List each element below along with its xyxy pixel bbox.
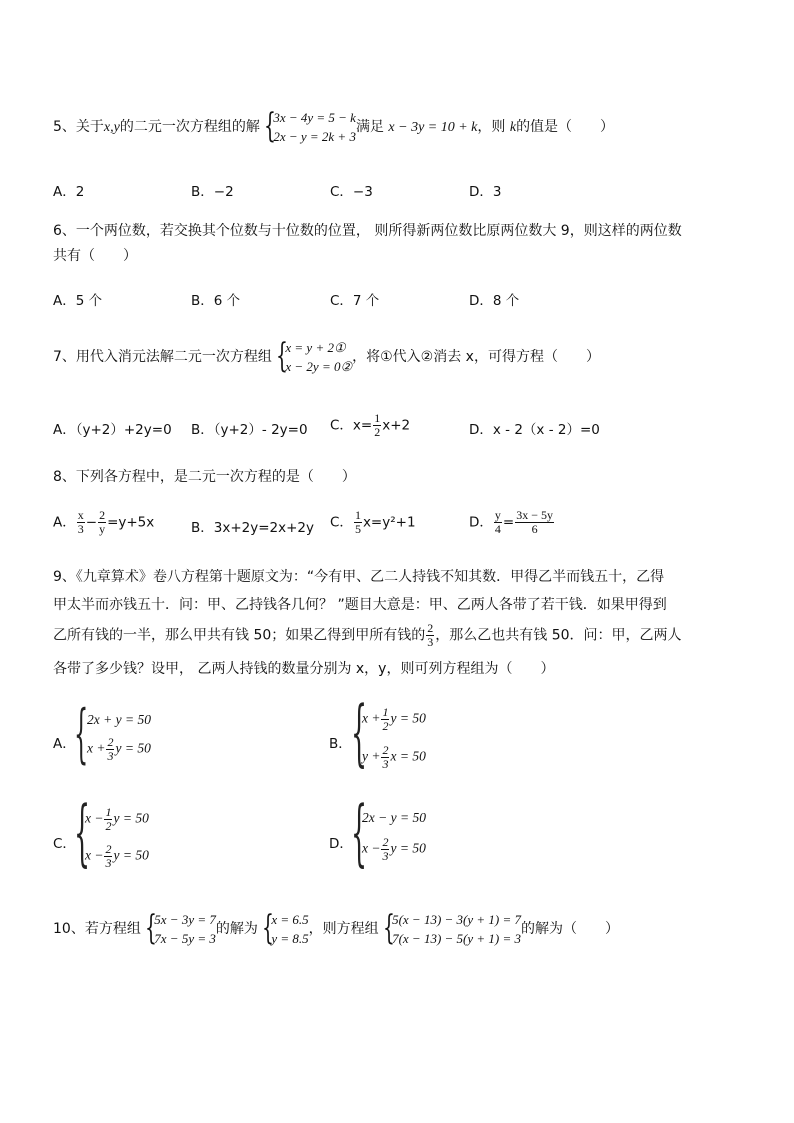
- q9-line-1: 9、《九章算术》卷八方程第十题原文为：“今有甲、乙二人持钱不知其数．甲得乙半而钱五十，乙得: [53, 569, 665, 585]
- brace-icon: {: [351, 690, 368, 774]
- q10-system-3: [383, 910, 521, 948]
- q8-opta-label: A．: [53, 514, 76, 531]
- q8-optc-num: 1: [354, 508, 361, 522]
- q6-option-b[interactable]: B．6 个: [191, 293, 241, 309]
- brace-icon: {: [383, 908, 395, 948]
- q8-opta-f2-num: 2: [99, 508, 106, 522]
- q8-text: 8、下列各方程中，是二元一次方程的是（ ）: [53, 469, 356, 485]
- q7-prefix: 7、用代入消元法解二元一次方程组: [53, 349, 272, 365]
- q9-c-eq1-pre: x −: [85, 810, 104, 826]
- q7-option-c[interactable]: [330, 412, 410, 439]
- q9-option-a-label[interactable]: A．: [53, 736, 76, 752]
- q9-option-d-label[interactable]: D．: [329, 836, 353, 852]
- q8-opta-minus: −: [85, 514, 98, 531]
- q9-b-eq2: [362, 744, 426, 771]
- q9-c-eq1-post: y = 50: [113, 810, 149, 826]
- q10-s2-eq2: y = 8.5: [271, 931, 309, 946]
- q8-opta-f1-den: 3: [77, 522, 84, 536]
- q8-optc-den: 5: [354, 522, 361, 536]
- q5-eq1: 3x − 4y = 5 − k: [273, 110, 356, 125]
- q9-line-4: 各带了多少钱？设甲， 乙两人持钱的数量分别为 x，y，则可列方程组为（ ）: [53, 661, 555, 677]
- q10-s1-eq1: 5x − 3y = 7: [154, 912, 216, 927]
- q8-optd-f2-num: 3x − 5y: [516, 508, 553, 522]
- q7-eq1: x = y + 2①: [285, 340, 346, 355]
- q9-option-b-label[interactable]: B．: [329, 736, 352, 752]
- q9-c-eq2-pre: x −: [85, 847, 104, 863]
- q6-option-a[interactable]: A．5 个: [53, 293, 103, 309]
- q9-d-eq2-num: 2: [382, 835, 389, 849]
- q9-b-eq1-num: 1: [382, 705, 389, 719]
- q10-s3-eq2: 7(x − 13) − 5(y + 1) = 3: [392, 931, 522, 946]
- q9-a-eq1: 2x + y = 50: [87, 712, 151, 727]
- q9-a-eq2: [87, 736, 151, 763]
- question-10: [53, 910, 619, 948]
- q7-equation-system: [276, 338, 352, 376]
- q8-optd-f2-den: 6: [531, 522, 538, 536]
- q8-opta-f2-den: y: [99, 522, 106, 536]
- q5-option-d[interactable]: D．3: [469, 184, 502, 200]
- q9-c-eq1-num: 1: [105, 805, 112, 819]
- q10-s1-eq2: 7x − 5y = 3: [154, 931, 216, 946]
- q10-mid1: 的解为: [215, 921, 258, 937]
- q6-line-2: 共有（ ）: [53, 248, 137, 264]
- q8-option-b[interactable]: B．3x+2y=2x+2y: [191, 520, 315, 536]
- q6-option-c[interactable]: C．7 个: [330, 293, 380, 309]
- q8-optd-equals: =: [502, 514, 515, 531]
- q5-cond-pre: 满足: [355, 119, 384, 135]
- q9-c-eq2: [85, 843, 149, 870]
- q9-b-eq1-post: y = 50: [390, 710, 426, 726]
- q7-eq2: x − 2y = 0②: [285, 359, 353, 374]
- q9-b-eq2-den: 3: [382, 757, 389, 771]
- q8-opta-post: =y+5x: [107, 514, 155, 531]
- q10-s2-eq1: x = 6.5: [271, 912, 309, 927]
- q9-d-eq2-post: y = 50: [390, 840, 426, 856]
- q9-line3-num: 2: [427, 621, 434, 635]
- q5-prefix: 5、关于: [53, 119, 104, 135]
- q9-d-eq1: 2x − y = 50: [362, 810, 426, 825]
- q5-condition: x − 3y = 10 + k: [388, 120, 478, 135]
- q9-b-eq1: [362, 706, 426, 733]
- brace-icon: {: [351, 790, 368, 874]
- q7-optc-den: 2: [374, 425, 381, 439]
- q10-system-2: [262, 910, 308, 948]
- q8-optd-f1-den: 4: [494, 522, 501, 536]
- q9-b-eq2-pre: y +: [362, 748, 381, 764]
- q10-prefix: 10、若方程组: [53, 921, 141, 937]
- q9-line-3: [53, 622, 682, 649]
- q9-b-eq2-post: x = 50: [390, 748, 426, 764]
- q9-c-eq2-num: 2: [105, 842, 112, 856]
- q8-optd-label: D．: [469, 514, 493, 531]
- question-7: [53, 338, 600, 376]
- q8-optc-label: C．: [330, 514, 353, 531]
- q5-vars: x,y: [103, 120, 120, 135]
- q5-mid: 的二元一次方程组的解: [119, 119, 260, 135]
- q10-mid2: ，则方程组: [308, 921, 379, 937]
- q9-line-2: 甲太半而亦钱五十．问：甲、乙持钱各几何？ ”题目大意是：甲、乙两人各带了若干钱．如果甲得到: [53, 597, 667, 613]
- q10-tail: 的解为（ ）: [521, 921, 620, 937]
- q7-optc-num: 1: [374, 411, 381, 425]
- q9-option-c-label[interactable]: C．: [53, 836, 76, 852]
- q8-option-d[interactable]: [469, 509, 555, 536]
- q7-optc-post: x+2: [382, 417, 411, 434]
- q9-c-eq2-den: 3: [105, 856, 112, 870]
- q9-a-eq2-pre: x +: [87, 740, 106, 756]
- q10-s3-eq1: 5(x − 13) − 3(y + 1) = 7: [392, 912, 522, 927]
- q9-line3-den: 3: [427, 635, 434, 649]
- q9-c-eq2-post: y = 50: [113, 847, 149, 863]
- q6-line-1: 6、一个两位数，若交换其个位数与十位数的位置， 则所得新两位数比原两位数大 9，则这样的两位数: [53, 223, 682, 239]
- brace-icon: {: [74, 790, 91, 874]
- q5-option-a[interactable]: A．2: [53, 184, 85, 200]
- q9-b-eq1-den: 2: [382, 719, 389, 733]
- q9-d-eq2-den: 3: [382, 849, 389, 863]
- q8-option-c[interactable]: [330, 509, 416, 536]
- q9-a-eq2-den: 3: [107, 749, 114, 763]
- q8-optc-post: x=y²+1: [362, 514, 416, 531]
- q5-tail: 的值是（ ）: [516, 119, 615, 135]
- q9-b-eq2-num: 2: [382, 743, 389, 757]
- q9-a-eq2-post: y = 50: [115, 740, 151, 756]
- q9-line3-post: ，那么乙也共有钱 50．问：甲，乙两人: [435, 627, 682, 644]
- q5-equation-system: [264, 108, 356, 146]
- brace-icon: {: [74, 697, 89, 771]
- q9-c-eq1: [85, 806, 149, 833]
- q9-d-eq2-pre: x −: [362, 840, 381, 856]
- q8-opta-f1-num: x: [77, 508, 84, 522]
- q8-optd-f1-num: y: [494, 508, 501, 522]
- brace-icon: {: [264, 106, 277, 146]
- q7-option-a[interactable]: A．（y+2）+2y=0: [53, 422, 172, 438]
- q7-option-d[interactable]: D．x - 2（x - 2）=0: [469, 422, 600, 438]
- q8-option-a[interactable]: [53, 509, 154, 536]
- brace-icon: {: [145, 908, 158, 948]
- q9-line3-pre: 乙所有钱的一半，那么甲共有钱 50；如果乙得到甲所有钱的: [53, 627, 426, 644]
- q9-c-eq1-den: 2: [105, 819, 112, 833]
- q7-optc-pre: C．x=: [330, 417, 373, 434]
- q5-eq2: 2x − y = 2k + 3: [273, 129, 356, 144]
- question-5: [53, 108, 614, 146]
- q9-a-eq2-num: 2: [107, 735, 114, 749]
- q5-option-b[interactable]: B．−2: [191, 184, 234, 200]
- q6-option-d[interactable]: D．8 个: [469, 293, 520, 309]
- q7-tail: ，将①代入②消去 x，可得方程（ ）: [352, 349, 600, 365]
- q9-b-eq1-pre: x +: [362, 710, 381, 726]
- q7-option-b[interactable]: B．（y+2）- 2y=0: [191, 422, 308, 438]
- q9-d-eq2: [362, 836, 426, 863]
- q5-cond-post: ，则: [477, 119, 506, 135]
- brace-icon: {: [276, 336, 289, 376]
- q5-option-c[interactable]: C．−3: [330, 184, 373, 200]
- q5-k: k: [509, 120, 517, 135]
- brace-icon: {: [262, 908, 275, 948]
- q10-system-1: [145, 910, 216, 948]
